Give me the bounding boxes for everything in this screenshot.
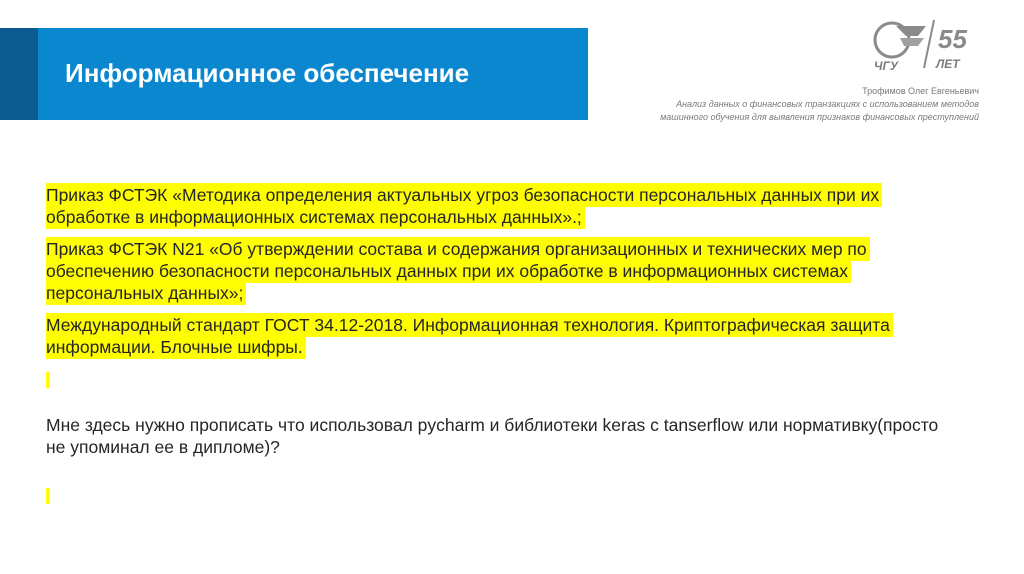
content-item-text: Международный стандарт ГОСТ 34.12-2018. Информационная технология. Криптографическая защита информации. Блочные шифры. (46, 313, 893, 359)
empty-highlight-mark (46, 488, 50, 504)
content-area (46, 184, 946, 504)
logo-wing-lower (900, 38, 924, 46)
university-logo (866, 18, 990, 80)
content-item (46, 314, 946, 358)
content-item-text: Приказ ФСТЭК «Методика определения актуальных угроз безопасности персональных данных при их обработке в информационных системах персональных данных».; (46, 183, 882, 229)
empty-highlight-mark (46, 372, 50, 388)
logo-text-chgu: ЧГУ (874, 59, 898, 73)
content-item (46, 238, 946, 304)
page-title: Информационное обеспечение (65, 58, 470, 88)
content-item-text: Приказ ФСТЭК N21 «Об утверждении состава и содержания организационных и технических мер по обеспечению безопасности персональных данных при их обработке в информационных системах персональных данных»; (46, 237, 870, 305)
title-side-strip (0, 28, 38, 120)
logo-text-55: 55 (938, 24, 967, 54)
presentation-subtitle: Анализ данных о финансовых транзакциях с использованием методов машинного обучения для выявления признаков финансовых преступлений (660, 99, 979, 122)
content-item (46, 184, 946, 228)
author-block (629, 85, 979, 124)
title-bar (38, 28, 588, 120)
question-text: Мне здесь нужно прописать что использовал pycharm и библиотеки keras с tanserflow или нормативку(просто не упоминал ее в дипломе)? (46, 415, 939, 457)
logo-wing (896, 26, 926, 36)
logo-divider (924, 20, 934, 68)
author-name: Трофимов Олег Евгеньевич (862, 86, 979, 96)
logo-text-let: ЛЕТ (936, 57, 960, 71)
